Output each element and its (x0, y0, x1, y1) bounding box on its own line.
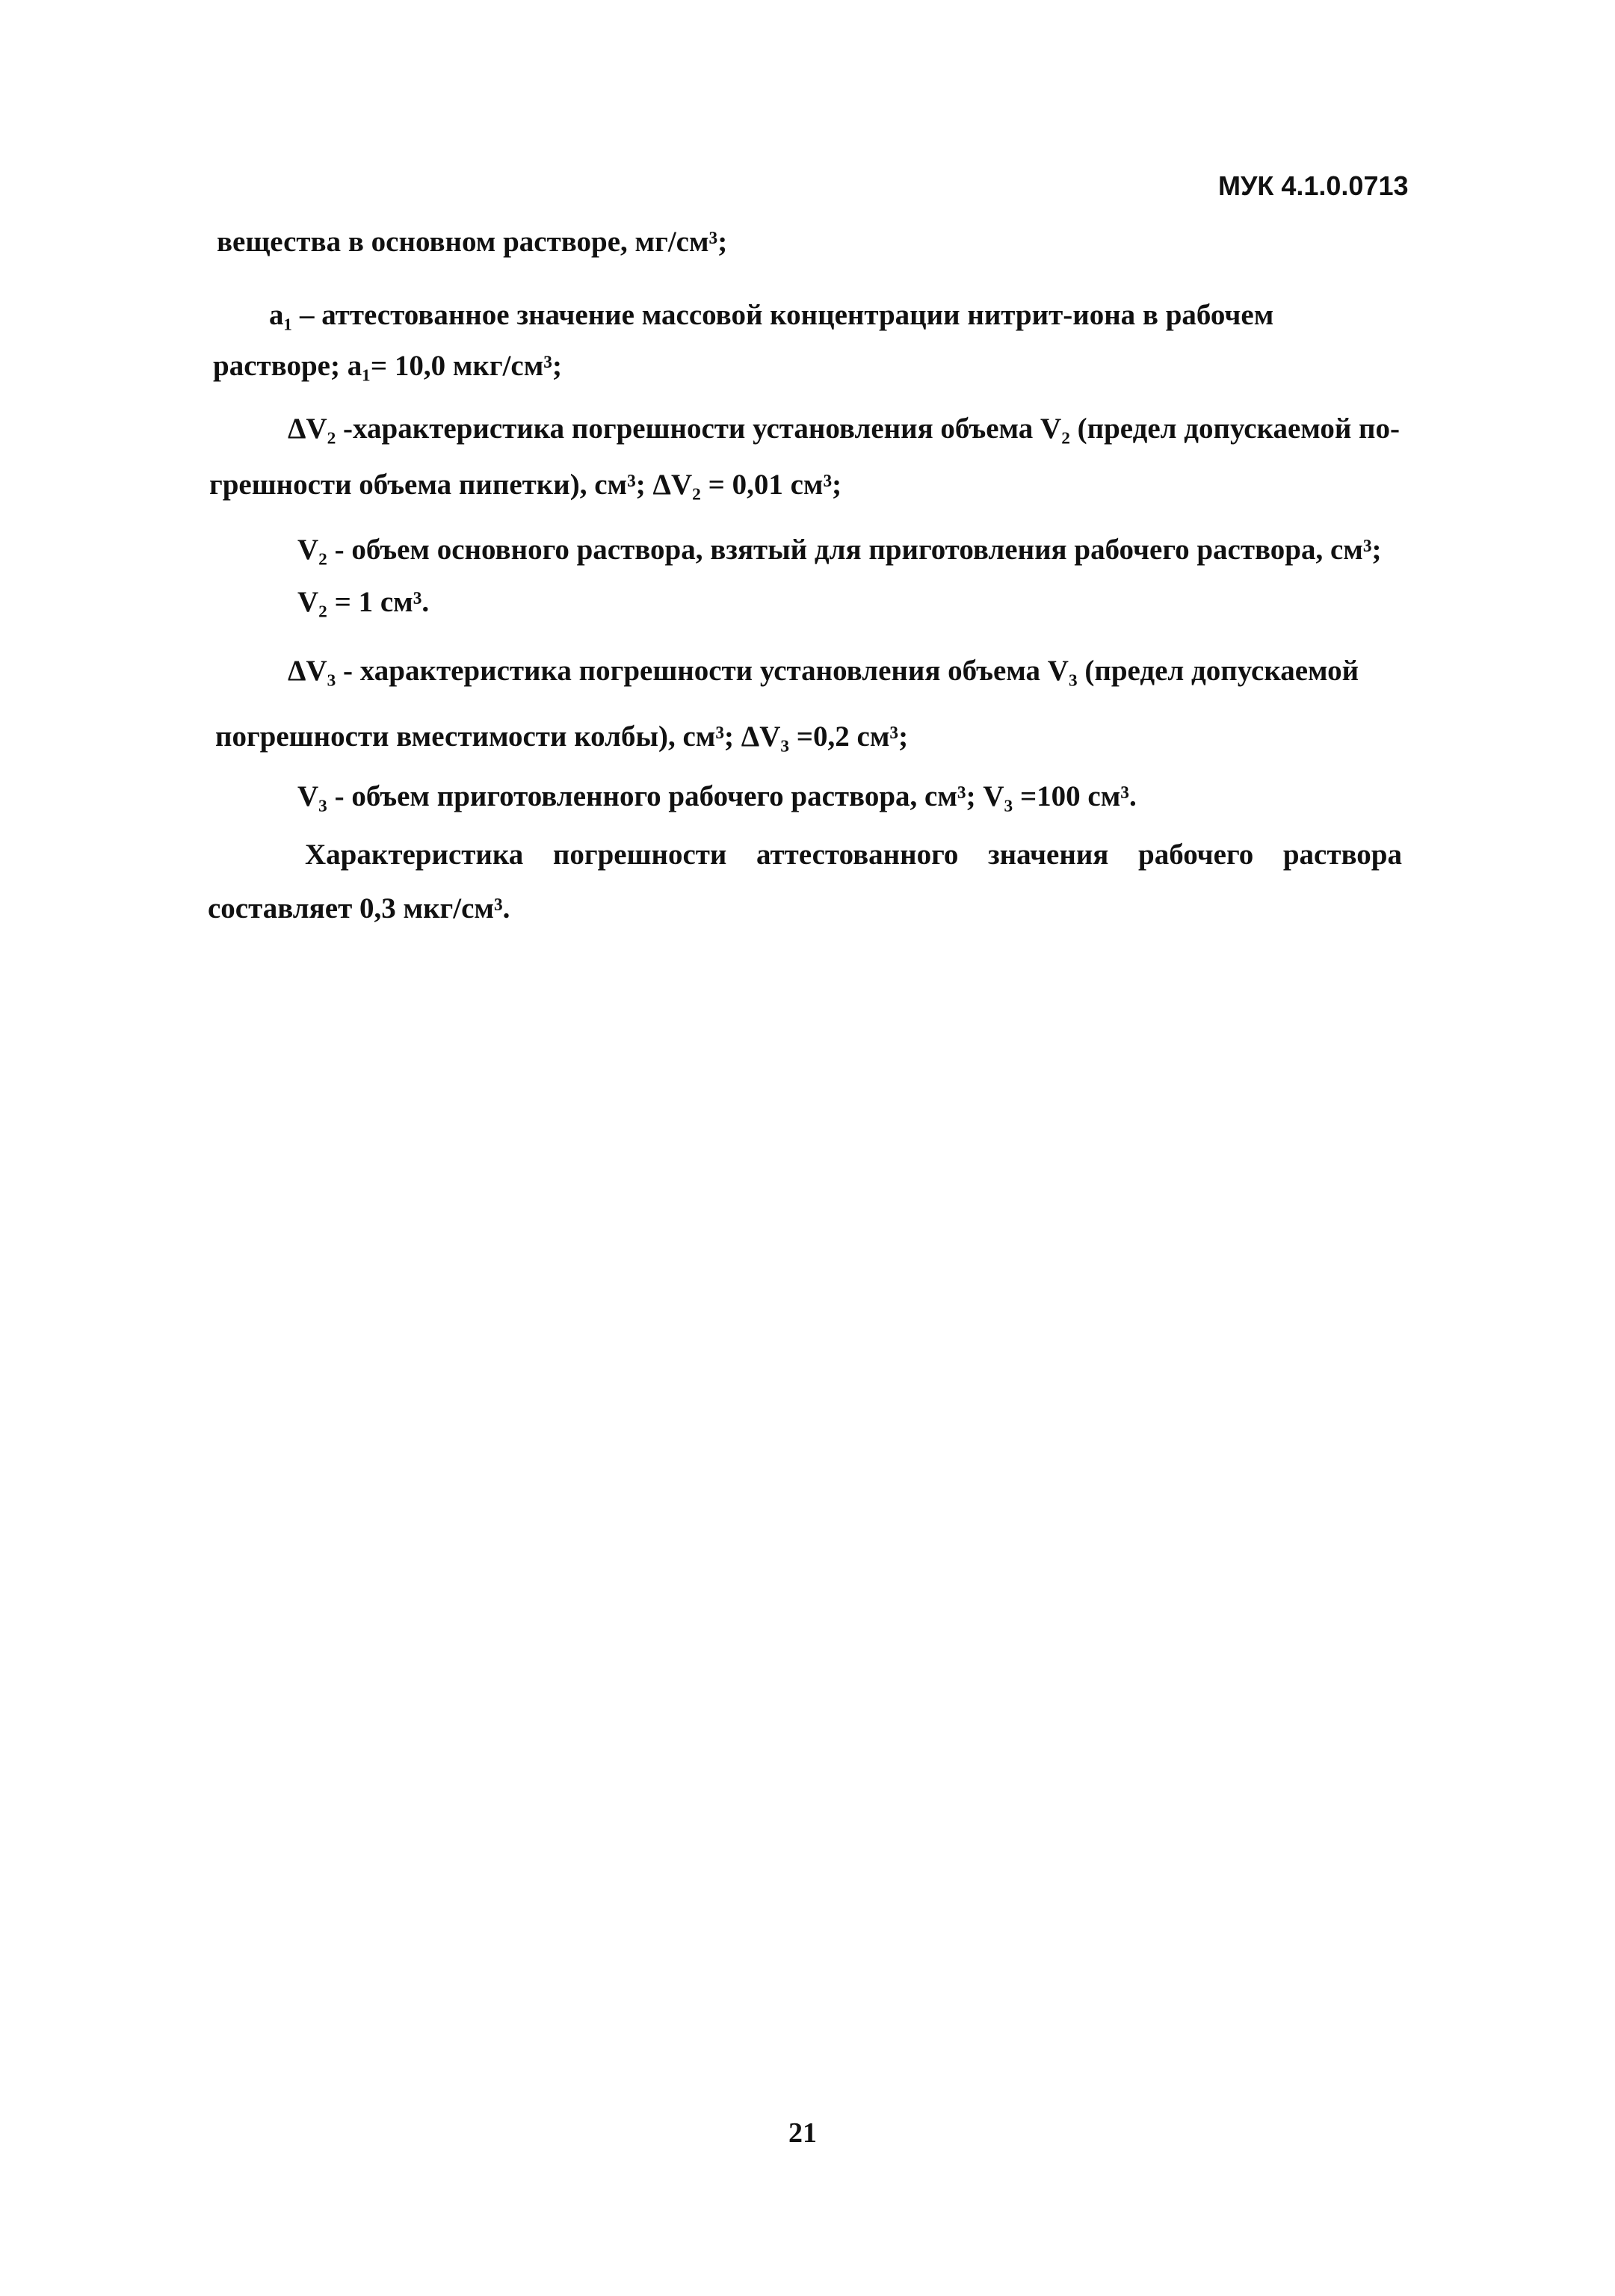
text-line-12: составляет 0,3 мкг/см³. (208, 892, 510, 925)
text-line-9: погрешности вместимости колбы), см³; ΔV₃ =0,2 см³; (215, 720, 909, 753)
text-line-4: ΔV₂ -характеристика погрешности установления объема V₂ (предел допускаемой по- (288, 413, 1400, 445)
text-line-5: грешности объема пипетки), см³; ΔV₂ = 0,01 см³; (209, 469, 842, 501)
text-line-1: вещества в основном растворе, мг/см³; (217, 226, 728, 258)
text-line-8: ΔV₃ - характеристика погрешности установления объема V₃ (предел допускаемой (288, 655, 1359, 687)
page-number: 21 (788, 2117, 817, 2149)
text-line-7: V₂ = 1 см³. (297, 586, 430, 618)
text-line-2: а₁ – аттестованное значение массовой концентрации нитрит-иона в рабочем (269, 299, 1274, 331)
text-line-3: растворе; а₁= 10,0 мкг/см³; (213, 350, 562, 382)
text-line-10: V₃ - объем приготовленного рабочего раствора, см³; V₃ =100 см³. (297, 780, 1137, 812)
document-code: МУК 4.1.0.0713 (1218, 170, 1409, 201)
text-line-11: Характеристика погрешности аттестованного значения рабочего раствора (305, 839, 1402, 871)
text-line-6: V₂ - объем основного раствора, взятый для приготовления рабочего раствора, см³; (297, 534, 1382, 566)
